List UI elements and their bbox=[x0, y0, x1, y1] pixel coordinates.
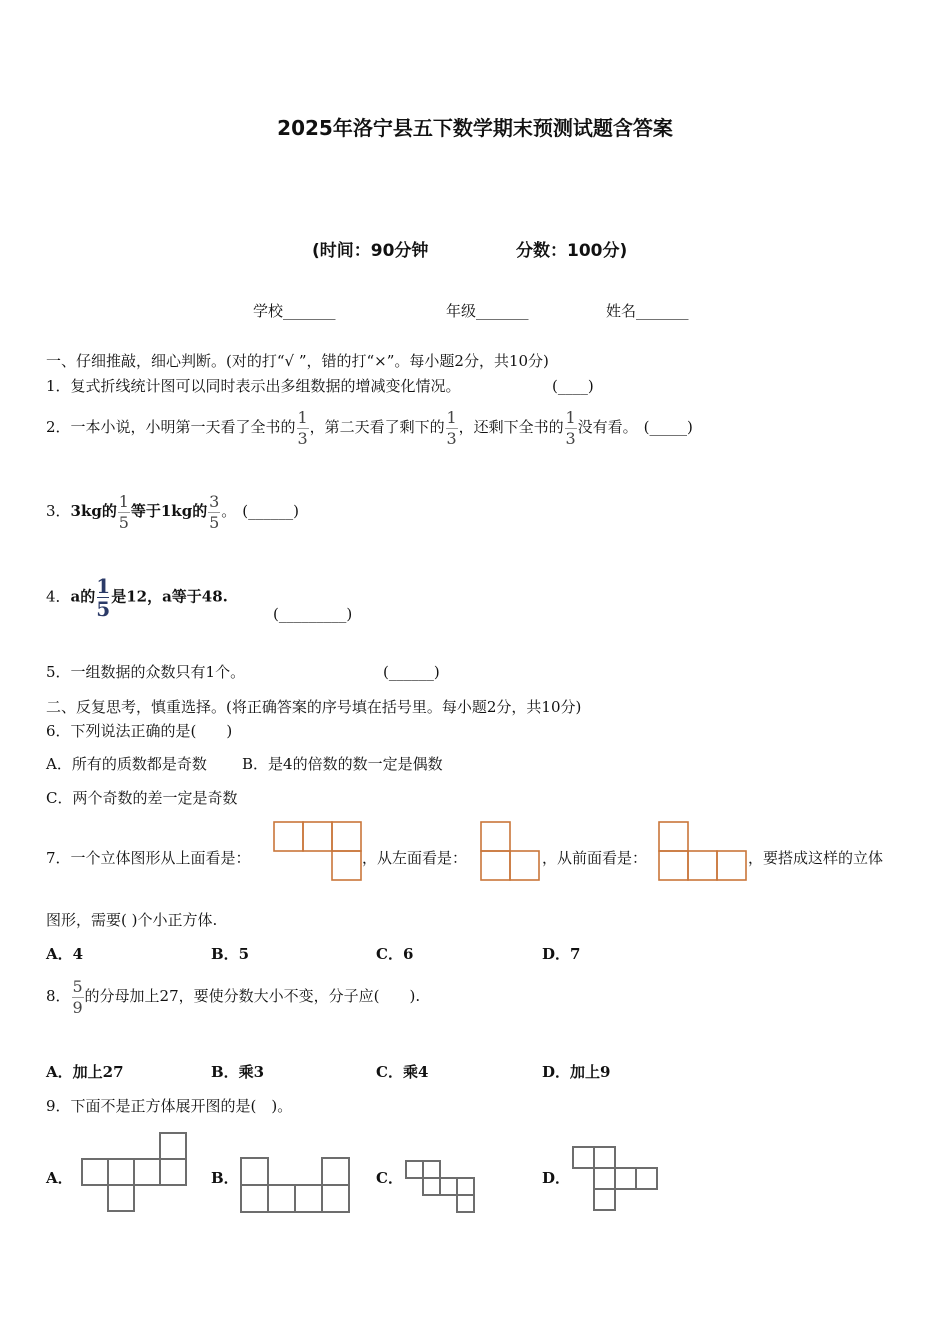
q7-option-a: A．4 bbox=[46, 945, 84, 963]
school-field: 学校_______ bbox=[253, 302, 336, 320]
q9-net-b-figure bbox=[240, 1157, 350, 1215]
q4-fraction: $\frac{1}{5}$ bbox=[96, 574, 111, 621]
question-4 bbox=[46, 576, 228, 619]
q3-text-2: 等于1kg的 bbox=[130, 502, 208, 520]
name-field: 姓名_______ bbox=[606, 302, 689, 320]
q4-text-1: a的 bbox=[70, 587, 96, 606]
q8-option-d: D．加上9 bbox=[542, 1063, 611, 1081]
question-2 bbox=[46, 408, 693, 448]
q3-text-3: 。 bbox=[221, 502, 237, 520]
q3-fraction-1: $\frac{1}{5}$ bbox=[118, 491, 129, 532]
q8-option-b: B．乘3 bbox=[211, 1063, 265, 1081]
q8-fraction: $\frac{5}{9}$ bbox=[72, 976, 83, 1017]
q4-number: 4． bbox=[46, 587, 71, 606]
section1-heading: 一、仔细推敲，细心判断。(对的打“√ ”，错的打“×”。每小题2分，共10分) bbox=[46, 352, 549, 370]
section2-heading: 二、反复思考，慎重选择。(将正确答案的序号填在括号里。每小题2分，共10分) bbox=[46, 698, 582, 716]
q2-blank: (_____) bbox=[643, 418, 693, 436]
q7-text-4: ，要搭成这样的立体 bbox=[748, 849, 884, 867]
exam-score: 分数：100分) bbox=[516, 241, 628, 261]
q7-left-view-figure bbox=[480, 821, 542, 881]
q9-option-d: D． bbox=[542, 1169, 571, 1187]
q2-text-4: 没有看。 bbox=[577, 418, 638, 436]
q7-front-view-figure bbox=[658, 821, 748, 881]
q9-option-c: C． bbox=[376, 1169, 403, 1187]
q7-text-1: 一个立体图形从上面看是： bbox=[70, 849, 251, 867]
q6-option-c: C．两个奇数的差一定是奇数 bbox=[46, 789, 238, 807]
q8-option-a: A．加上27 bbox=[46, 1063, 124, 1081]
q6-number: 6． bbox=[46, 722, 71, 740]
q3-fraction-2: $\frac{3}{5}$ bbox=[209, 491, 220, 532]
q2-text-3: ，还剩下全书的 bbox=[458, 418, 564, 436]
q1-text: 复式折线统计图可以同时表示出多组数据的增减变化情况。 bbox=[70, 377, 461, 395]
q6-option-b: B．是4的倍数的数一定是偶数 bbox=[242, 755, 443, 773]
q8-number: 8． bbox=[46, 987, 71, 1005]
q5-blank: (______) bbox=[383, 663, 440, 681]
question-3 bbox=[46, 492, 299, 532]
q7-number: 7． bbox=[46, 849, 71, 867]
q8-text: 的分母加上27，要使分数大小不变，分子应( ). bbox=[84, 987, 421, 1005]
q7-option-d: D．7 bbox=[542, 945, 581, 963]
q2-text-2: ，第二天看了剩下的 bbox=[309, 418, 445, 436]
q4-blank: (_________) bbox=[273, 605, 353, 623]
q1-blank: (____) bbox=[552, 377, 594, 395]
q7-text-3: ，从前面看是： bbox=[542, 849, 648, 867]
q7-top-view-figure bbox=[273, 821, 363, 881]
q9-number: 9． bbox=[46, 1097, 71, 1115]
q4-text-2: 是12，a等于48. bbox=[111, 587, 228, 606]
page-title: 2025年洛宁县五下数学期末预测试题含答案 bbox=[277, 116, 673, 140]
q6-text: 下列说法正确的是( ) bbox=[70, 722, 233, 740]
q9-net-d-figure bbox=[572, 1146, 662, 1214]
exam-time: (时间：90分钟 bbox=[312, 241, 429, 261]
q9-net-a-figure bbox=[80, 1132, 190, 1214]
question-5 bbox=[46, 662, 245, 682]
grade-field: 年级_______ bbox=[446, 302, 529, 320]
q7-text-5: 图形，需要( )个小正方体. bbox=[46, 911, 218, 929]
q8-option-c: C．乘4 bbox=[376, 1063, 429, 1081]
q2-fraction-1: $\frac{1}{3}$ bbox=[297, 407, 308, 448]
q7-text-2: ，从左面看是： bbox=[362, 849, 468, 867]
q7-option-c: C．6 bbox=[376, 945, 414, 963]
q5-number: 5． bbox=[46, 663, 71, 681]
q9-option-a: A． bbox=[46, 1169, 73, 1187]
question-6 bbox=[46, 721, 232, 741]
question-7 bbox=[46, 848, 251, 868]
q3-number: 3． bbox=[46, 502, 71, 520]
q9-option-b: B． bbox=[211, 1169, 239, 1187]
q9-text: 下面不是正方体展开图的是( )。 bbox=[70, 1097, 293, 1115]
q2-text-1: 一本小说，小明第一天看了全书的 bbox=[70, 418, 296, 436]
question-9 bbox=[46, 1096, 292, 1116]
q2-fraction-2: $\frac{1}{3}$ bbox=[446, 407, 457, 448]
q7-option-b: B．5 bbox=[211, 945, 250, 963]
question-8 bbox=[46, 976, 420, 1017]
q1-number: 1． bbox=[46, 377, 71, 395]
q3-text-1: 3kg的 bbox=[70, 502, 117, 520]
q9-net-c-figure bbox=[405, 1160, 479, 1216]
q6-option-a: A．所有的质数都是奇数 bbox=[46, 755, 207, 773]
q2-fraction-3: $\frac{1}{3}$ bbox=[565, 407, 576, 448]
q5-text: 一组数据的众数只有1个。 bbox=[70, 663, 246, 681]
q3-blank: (______) bbox=[242, 502, 299, 520]
question-1 bbox=[46, 376, 461, 396]
q2-number: 2． bbox=[46, 418, 71, 436]
